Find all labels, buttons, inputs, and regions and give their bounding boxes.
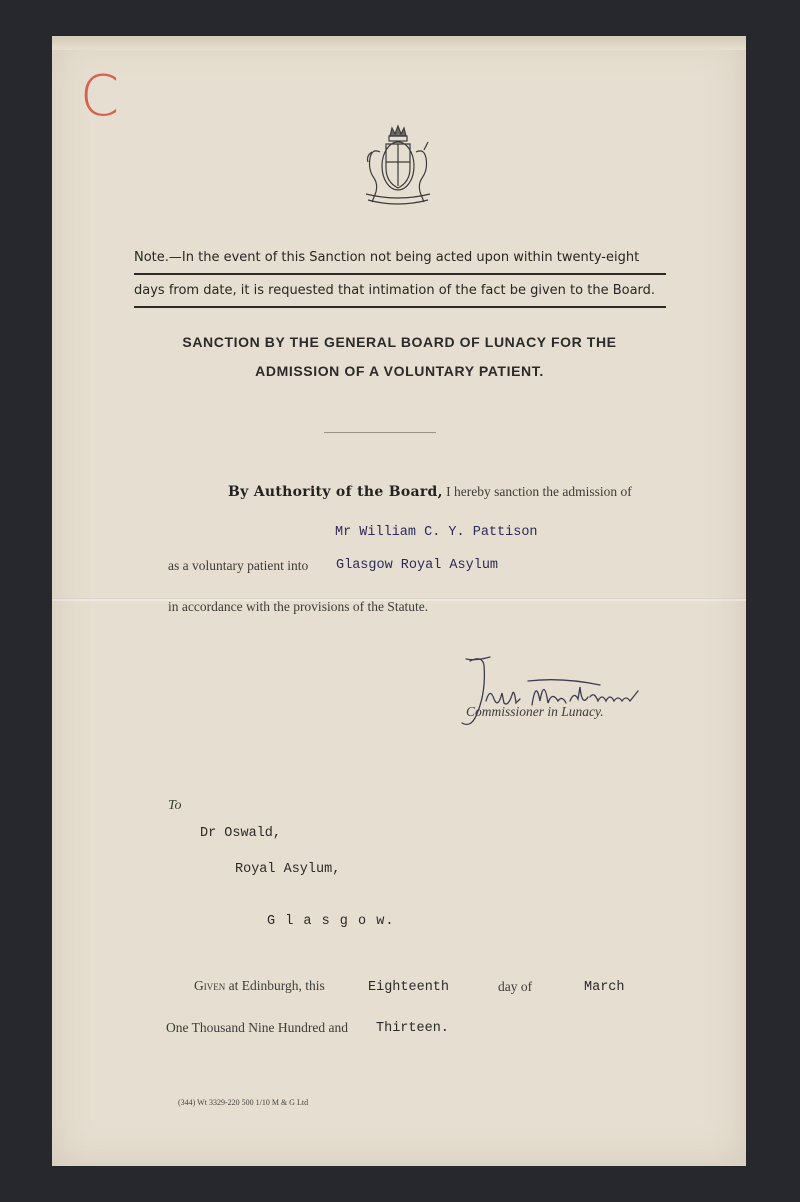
asylum-name: Glasgow Royal Asylum [336, 558, 499, 573]
given-day: Eighteenth [368, 980, 450, 995]
document-title [142, 328, 657, 386]
divider-rule [324, 432, 436, 433]
patient-name: Mr William C. Y. Pattison [335, 525, 538, 540]
to-label: To [168, 798, 182, 813]
royal-coat-of-arms-icon [358, 122, 438, 210]
note-line-2: days from date, it is requested that intimation of the fact be given to the Board. [134, 275, 666, 308]
address-line-3: G l a s g o w. [267, 914, 395, 929]
voluntary-label: as a voluntary patient into [168, 558, 309, 573]
year-label: One Thousand Nine Hundred and [166, 1020, 348, 1035]
pencil-mark: C [80, 64, 120, 129]
address-line-1: Dr Oswald, [200, 826, 282, 841]
printer-footer: (344) Wt 3329-220 500 1/10 M & G Ltd [178, 1098, 309, 1107]
title-line-2: ADMISSION OF A VOLUNTARY PATIENT. [255, 363, 544, 379]
given-month: March [584, 980, 625, 995]
authority-rest: I hereby sanction the admission of [442, 484, 632, 499]
day-of-label: day of [498, 979, 533, 994]
given-label [194, 978, 325, 994]
given-word: Given [194, 978, 226, 993]
authority-lead: By Authority of the Board, [228, 484, 443, 500]
statute-text: in accordance with the provisions of the Statute. [168, 599, 429, 614]
note-line-1: Note.—In the event of this Sanction not being acted upon within twenty-eight [134, 242, 666, 275]
authority-line [228, 484, 632, 500]
address-line-2: Royal Asylum, [235, 862, 341, 877]
note-block [134, 242, 666, 308]
given-place: at Edinburgh, this [225, 978, 325, 993]
document-page [52, 36, 746, 1166]
commissioner-title: Commissioner in Lunacy. [466, 704, 604, 719]
title-line-1: SANCTION BY THE GENERAL BOARD OF LUNACY FOR THE [182, 334, 617, 350]
given-year: Thirteen. [376, 1021, 449, 1036]
